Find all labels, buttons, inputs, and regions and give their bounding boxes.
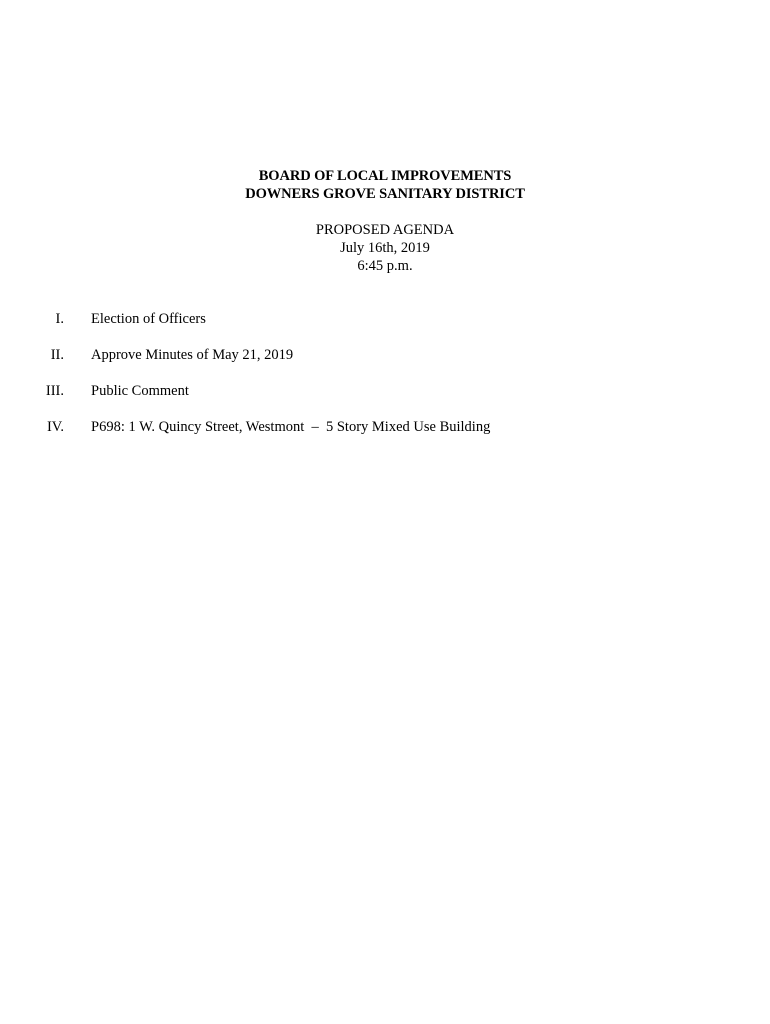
meeting-info [0, 221, 770, 275]
agenda-subtitle: PROPOSED AGENDA [315, 222, 455, 238]
agenda-item-text: Public Comment [91, 383, 189, 399]
meeting-date: July 16th, 2019 [340, 240, 430, 256]
agenda-item-4 [0, 418, 770, 454]
agenda-item-3 [0, 382, 770, 418]
district-title: DOWNERS GROVE SANITARY DISTRICT [245, 186, 525, 202]
agenda-item-numeral: III. [45, 383, 64, 399]
agenda-item-2 [0, 346, 770, 382]
agenda-item-1 [0, 310, 770, 346]
board-title: BOARD OF LOCAL IMPROVEMENTS [258, 168, 512, 184]
agenda-item-text: Approve Minutes of May 21, 2019 [91, 347, 294, 363]
agenda-item-numeral: I. [55, 311, 64, 327]
meeting-time: 6:45 p.m. [357, 258, 413, 274]
document-header [0, 167, 770, 275]
agenda-list [0, 310, 770, 454]
agenda-item-numeral: IV. [46, 419, 64, 435]
agenda-item-text: Election of Officers [91, 311, 206, 327]
agenda-item-text: P698: 1 W. Quincy Street, Westmont – 5 Story Mixed Use Building [91, 419, 491, 435]
agenda-item-numeral: II. [50, 347, 64, 363]
